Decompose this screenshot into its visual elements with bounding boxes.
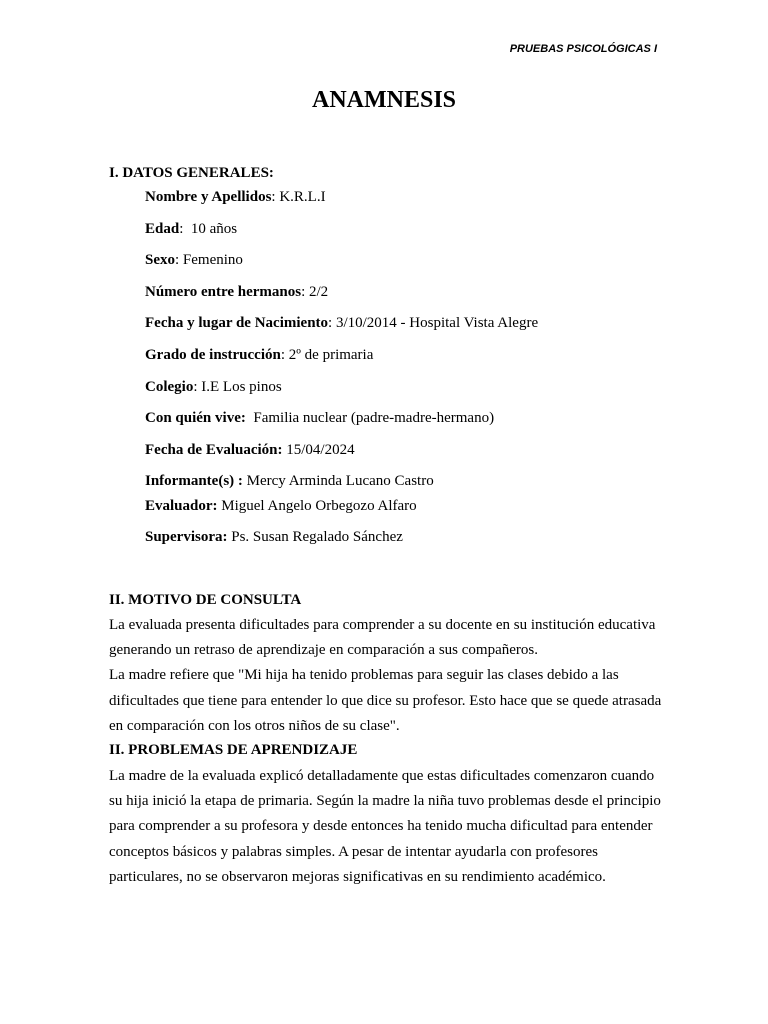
field-label: Fecha de Evaluación: xyxy=(145,442,283,458)
field-grado-instruccion xyxy=(145,347,373,364)
field-value: 2º de primaria xyxy=(288,347,374,363)
field-label: Informante(s) : xyxy=(145,473,243,489)
field-label: Evaluador: xyxy=(145,498,218,514)
field-numero-hermanos xyxy=(145,284,328,301)
field-label: Nombre y Apellidos xyxy=(145,189,272,205)
field-supervisora xyxy=(145,529,403,546)
field-sexo xyxy=(145,252,243,269)
field-value: Mercy Arminda Lucano Castro xyxy=(246,473,434,489)
field-label: Sexo xyxy=(145,252,175,268)
field-label: Fecha y lugar de Nacimiento xyxy=(145,315,329,331)
field-separator: : xyxy=(179,221,191,237)
page-header-label: PRUEBAS PSICOLÓGICAS I xyxy=(509,43,657,55)
paragraph: La madre de la evaluada explicó detalladamente que estas dificultades comenzaron cuando su hija inició la etapa de primaria. Según la madre la niña tuvo problemas desde el principio para comprender a su profesora y desde entonces ha tenido mucha dificultad para entender conceptos básicos y palabras simples. A pesar de intentar ayudarla con profesores particulares, no se observaron mejoras significativas en su rendimiento académico. xyxy=(109,768,661,885)
section-heading-motivo-consulta: II. MOTIVO DE CONSULTA xyxy=(109,592,302,608)
field-separator: : xyxy=(280,347,289,363)
paragraph: La evaluada presenta dificultades para comprender a su docente en su institución educativa generando un retraso de aprendizaje en comparación a sus compañeros. xyxy=(109,617,656,659)
field-evaluador xyxy=(145,498,417,515)
field-nombre xyxy=(145,189,326,206)
field-value: Femenino xyxy=(182,252,243,268)
field-separator: : xyxy=(271,189,280,205)
field-colegio xyxy=(145,379,282,396)
field-value: Miguel Angelo Orbegozo Alfaro xyxy=(221,498,417,514)
field-label: Supervisora: xyxy=(145,529,228,545)
motivo-consulta-text xyxy=(109,613,669,739)
field-separator: : xyxy=(193,379,202,395)
field-value: K.R.L.I xyxy=(279,189,326,205)
field-separator: : xyxy=(301,284,310,300)
field-fecha-evaluacion xyxy=(145,442,355,459)
field-label: Con quién vive: xyxy=(145,410,246,426)
field-edad xyxy=(145,221,237,238)
field-value: 3/10/2014 - Hospital Vista Alegre xyxy=(335,315,539,331)
field-value: I.E Los pinos xyxy=(201,379,282,395)
section-heading-problemas-aprendizaje: II. PROBLEMAS DE APRENDIZAJE xyxy=(109,742,358,758)
field-value: Familia nuclear (padre-madre-hermano) xyxy=(253,410,495,426)
field-value: Ps. Susan Regalado Sánchez xyxy=(231,529,403,545)
field-label: Colegio xyxy=(145,379,194,395)
field-informante xyxy=(145,473,434,490)
problemas-aprendizaje-text xyxy=(109,764,669,890)
field-fecha-lugar-nacimiento xyxy=(145,315,538,332)
document-title: ANAMNESIS xyxy=(311,87,457,113)
field-label: Grado de instrucción xyxy=(145,347,281,363)
field-value: 2/2 xyxy=(309,284,329,300)
field-separator: : xyxy=(175,252,183,268)
field-label: Número entre hermanos xyxy=(145,284,302,300)
field-label: Edad xyxy=(145,221,180,237)
section-heading-datos-generales: I. DATOS GENERALES: xyxy=(109,165,274,181)
paragraph: La madre refiere que "Mi hija ha tenido problemas para seguir las clases debido a las dificultades que tiene para entender lo que dice su profesor. Esto hace que se quede atrasada en comparación con los otros niños de su clase". xyxy=(109,667,662,734)
field-con-quien-vive xyxy=(145,410,494,427)
field-value: 10 años xyxy=(190,221,238,237)
field-value: 15/04/2024 xyxy=(286,442,355,458)
field-separator: : xyxy=(328,315,336,331)
